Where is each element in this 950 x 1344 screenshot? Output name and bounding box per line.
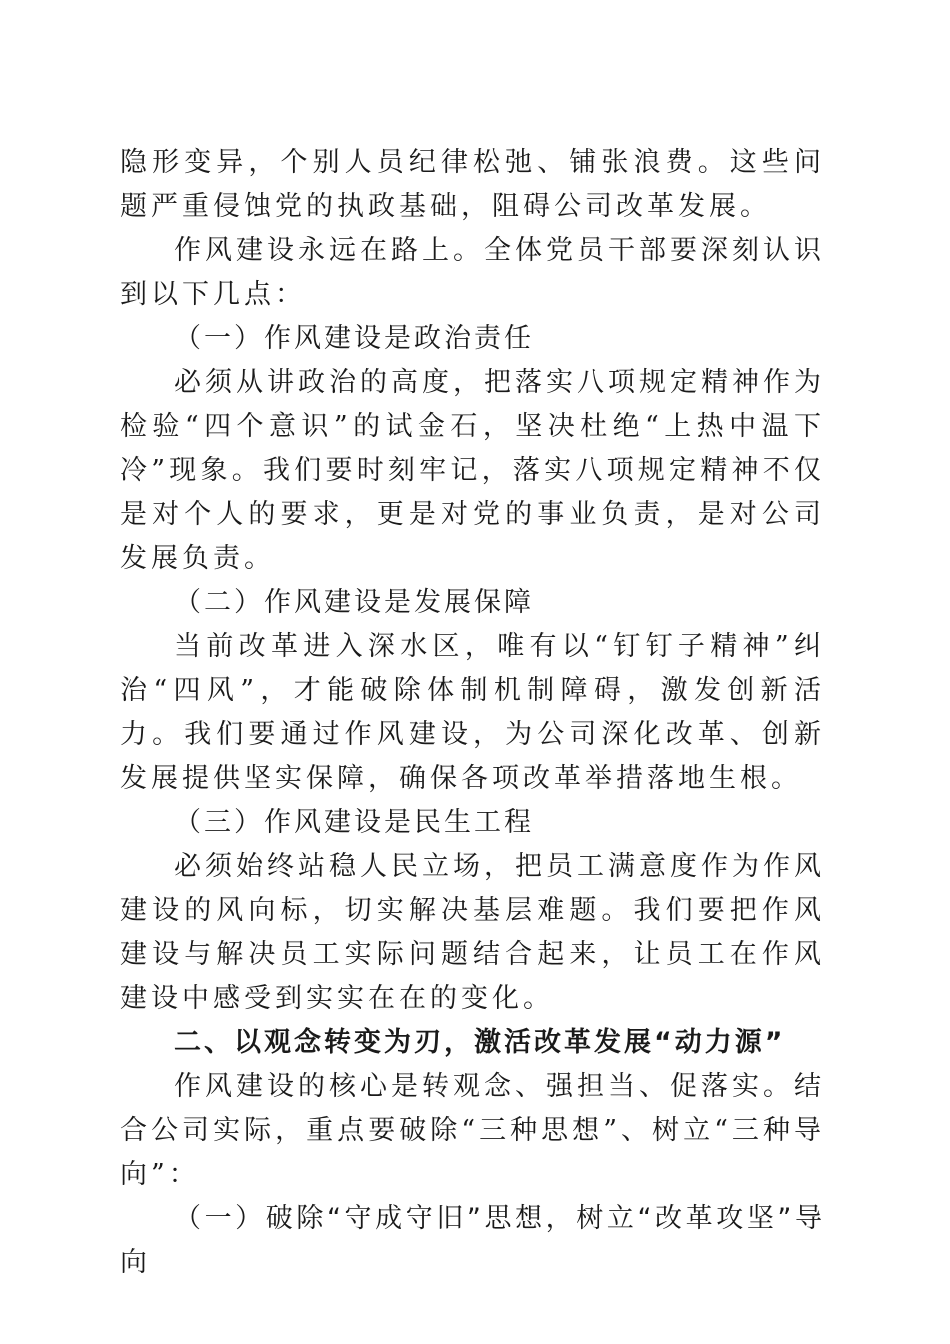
continued-paragraph: 隐形变异，个别人员纪律松弛、铺张浪费。这些问题严重侵蚀党的执政基础，阻碍公司改革发展。	[120, 147, 825, 222]
section-two-first-subheading: （一）破除“守成守旧”思想，树立“改革攻坚”导向	[120, 1203, 825, 1278]
section-two-intro: 作风建设的核心是转观念、强担当、促落实。结合公司实际，重点要破除“三种思想”、树立“三种导向”：	[120, 1071, 825, 1190]
section-two-heading: 二、以观念转变为刃，激活改革发展“动力源”	[174, 1027, 786, 1058]
document-body	[120, 141, 825, 1285]
subheading-livelihood-project: （三）作风建设是民生工程	[174, 807, 534, 838]
intro-paragraph: 作风建设永远在路上。全体党员干部要深刻认识到以下几点：	[120, 235, 825, 310]
paragraph-livelihood-project: 必须始终站稳人民立场，把员工满意度作为作风建设的风向标，切实解决基层难题。我们要把作风建设与解决员工实际问题结合起来，让员工在作风建设中感受到实实在在的变化。	[120, 851, 825, 1014]
subheading-development-guarantee: （二）作风建设是发展保障	[174, 587, 534, 618]
paragraph-development-guarantee: 当前改革进入深水区，唯有以“钉钉子精神”纠治“四风”，才能破除体制机制障碍，激发创新活力。我们要通过作风建设，为公司深化改革、创新发展提供坚实保障，确保各项改革举措落地生根。	[120, 631, 825, 794]
subheading-political-responsibility: （一）作风建设是政治责任	[174, 323, 534, 354]
paragraph-political-responsibility: 必须从讲政治的高度，把落实八项规定精神作为检验“四个意识”的试金石，坚决杜绝“上热中温下冷”现象。我们要时刻牢记，落实八项规定精神不仅是对个人的要求，更是对党的事业负责，是对公司发展负责。	[120, 367, 825, 574]
